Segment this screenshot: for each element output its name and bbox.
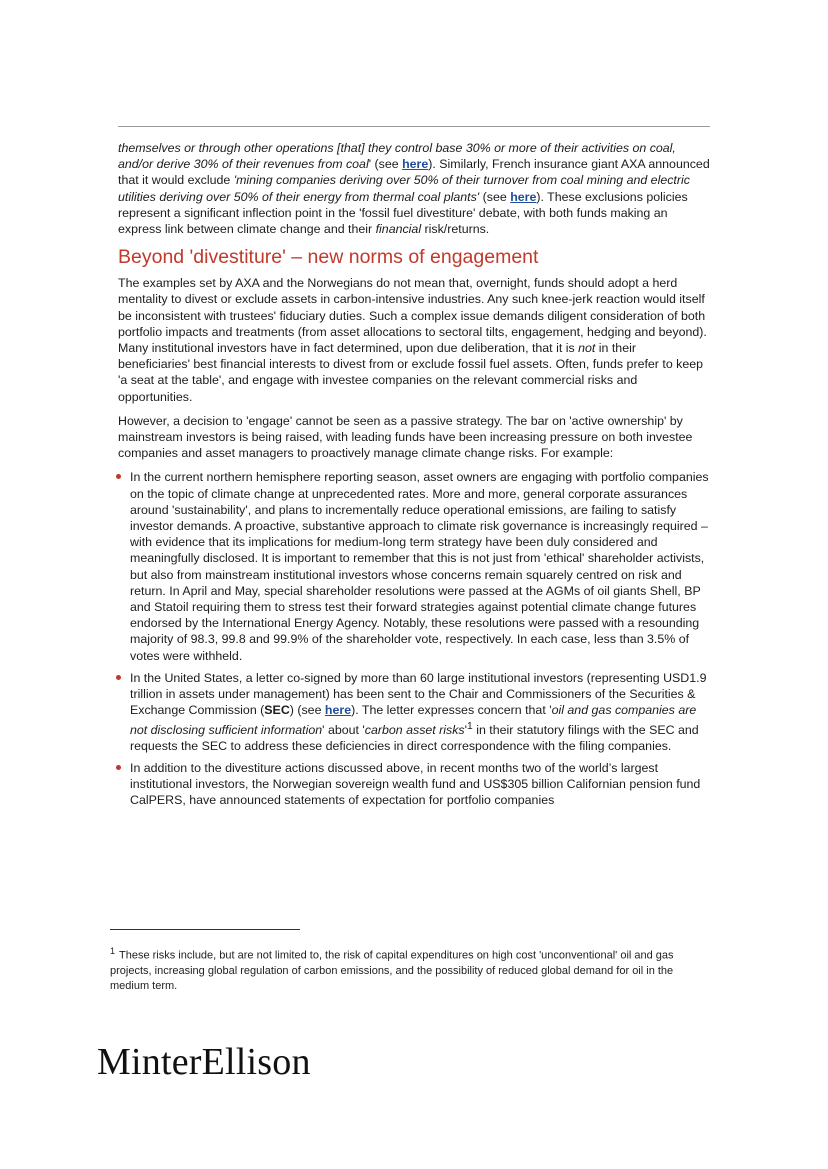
paragraph-engagement: However, a decision to 'engage' cannot be seen as a passive strategy. The bar on 'active ownership' by mainstream investors is being raised, with leading funds have been increasing pressure on both investee companies and asset managers to proactively manage climate change risks. For example: (118, 413, 693, 461)
paragraph-examples: The examples set by AXA and the Norwegians do not mean that, overnight, funds should adopt a herd mentality to divest or exclude assets in carbon-intensive industries. Any such knee-jerk reaction would itself be inconsistent with trustees' fiduciary duties. Such a complex issue demands diligent consideration of both portfolio impacts and treatments (from asset allocations to sectoral tilts, engagement, hedging and beyond). Many institutional investors have in fact determined, upon due deliberation, that it is not in their beneficiaries' best financial interests to divest from or exclude fossil fuel assets. Often, funds prefer to keep 'a seat at the table', and engage with investee companies on the relevant commercial risks and opportunities. (118, 276, 707, 404)
header-rule (118, 126, 710, 127)
bullet-dot-icon (116, 474, 121, 479)
intro-paragraph: themselves or through other operations [that] they control base 30% or more of their activities on coal, and/or derive 30% of their revenues from coal' (see here). Similarly, French insurance giant AXA announced that it would exclude 'mining companies deriving over 50% of their turnover from coal mining and electric utilities deriving over 50% of their energy from thermal coal plants' (see here). These exclusions policies represent a significant inflection point in the 'fossil fuel divestiture' debate, with both funds making an express link between climate change and their financial risk/returns. (118, 141, 710, 237)
bullet-list (118, 469, 710, 808)
footnote-number: 1 (110, 946, 116, 956)
list-item: In the United States, a letter co-signed by more than 60 large institutional investors (representing USD1.9 trillion in assets under management) has been sent to the Chair and Commissioners of the Securities & Exchange Commission (SEC) (see here). The letter expresses concern that 'oil and gas companies are not disclosing sufficient information' about 'carbon asset $risks'^1$ in their statutory filings with the SEC and requests the SEC to address these deficiencies in direct correspondence with the filing companies. (118, 670, 710, 754)
quote-norwegian: themselves or through other operations [that] they control base 30% or more of their activities on coal, and/or derive 30% of their revenues from coal (118, 141, 676, 172)
bullet-dot-icon (116, 675, 121, 680)
bullet-dot-icon (116, 765, 121, 770)
footnote-rule (110, 929, 300, 930)
here-link-1[interactable]: here (402, 157, 429, 172)
footnote (110, 944, 710, 994)
here-link-2[interactable]: here (510, 189, 537, 204)
list-item: In the current northern hemisphere reporting season, asset owners are engaging with portfolio companies on the topic of climate change at unprecedented rates. More and more, general corporate assurances around 'sustainability', and plans to incrementally reduce operational emissions, are failing to satisfy investor demands. A proactive, substantive approach to climate risk governance is increasingly required – with evidence that its implications for medium-long term strategy have been duly considered and meaningfully disclosed. It is important to remember that this is not just from 'ethical' shareholder activists, but also from mainstream institutional investors whose concerns remain squarely centred on risk and return. In April and May, special shareholder resolutions were passed at the AGMs of oil giants Shell, BP and Statoil requiring them to stress test their forward strategies against potential climate change futures endorsed by the International Energy Agency. Notably, these resolutions were passed with a resounding majority of 98.3, 99.8 and 99.9% of the shareholder vote, respectively. In each case, less than 3.5% of votes were withheld. (118, 469, 710, 663)
footnote-reference[interactable]: 1 (467, 720, 473, 732)
minterellison-logo: MinterEllison (97, 1041, 311, 1083)
quote-axa: 'mining companies deriving over 50% of their turnover from coal mining and electric utilities deriving over 50% of their energy from thermal coal plants' (118, 173, 690, 204)
footnote-text: These risks include, but are not limited to, the risk of capital expenditures on high cost 'unconventional' oil and gas projects, increasing global regulation of carbon emissions, and the possibility of reduced global demand for oil in the medium term. (110, 949, 674, 992)
here-link-3[interactable]: here (324, 703, 352, 718)
section-heading: Beyond 'divestiture' – new norms of engagement (118, 246, 539, 269)
body-content (118, 140, 710, 815)
list-item: In addition to the divestiture actions discussed above, in recent months two of the world’s largest institutional investors, the Norwegian sovereign wealth fund and US$305 billion Californian pension fund CalPERS, have announced statements of expectation for portfolio companies (118, 760, 710, 809)
